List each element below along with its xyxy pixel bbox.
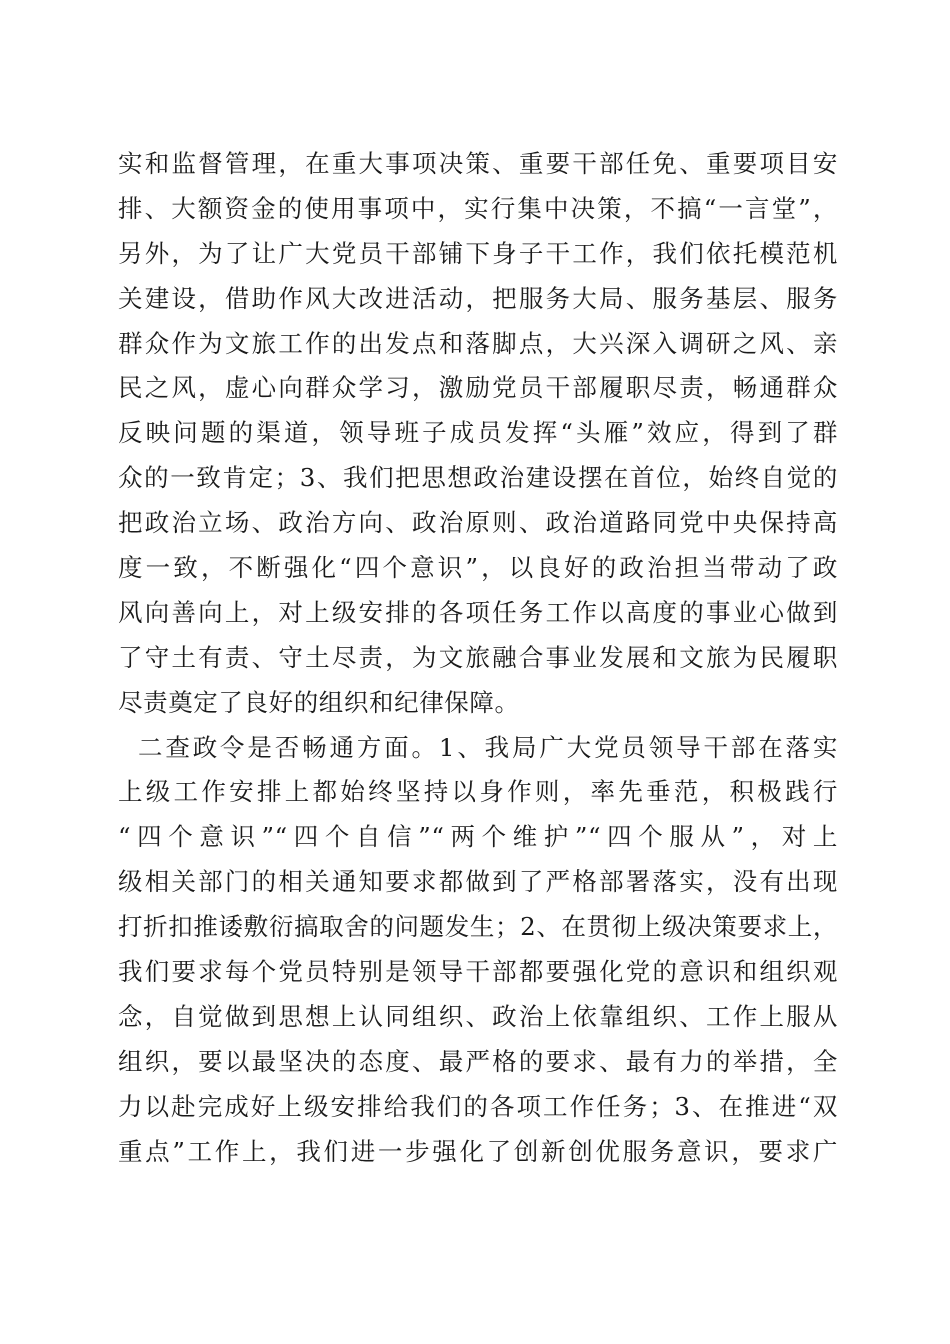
text-line: “四个意识”“四个自信”“两个维护”“四个服从”，对上 (118, 822, 838, 852)
paragraph-start-line: 二查政令是否畅通方面。1、我局广大党员领导干部在落实 (138, 732, 838, 762)
text-line: 民之风，虚心向群众学习，激励党员干部履职尽责，畅通群众 (118, 373, 838, 403)
paragraph-end-line: 尽责奠定了良好的组织和纪律保障。 (118, 687, 520, 717)
text-line: 我们要求每个党员特别是领导干部都要强化党的意识和组织观 (118, 957, 838, 987)
text-line: 重点”工作上，我们进一步强化了创新创优服务意识，要求广 (118, 1136, 838, 1166)
text-line: 另外，为了让广大党员干部铺下身子干工作，我们依托模范机 (118, 238, 838, 268)
text-line: 群众作为文旅工作的出发点和落脚点，大兴深入调研之风、亲 (118, 328, 838, 358)
text-line: 级相关部门的相关通知要求都做到了严格部署落实，没有出现 (118, 867, 838, 897)
text-line: 打折扣推诿敷衍搞取舍的问题发生；2、在贯彻上级决策要求上， (118, 912, 838, 942)
text-line: 把政治立场、政治方向、政治原则、政治道路同党中央保持高 (118, 508, 838, 538)
text-line: 了守土有责、守土尽责，为文旅融合事业发展和文旅为民履职 (118, 642, 838, 672)
text-line: 反映问题的渠道，领导班子成员发挥“头雁”效应，得到了群 (118, 418, 838, 448)
text-line: 上级工作安排上都始终坚持以身作则，率先垂范，积极践行 (118, 777, 838, 807)
text-line: 力以赴完成好上级安排给我们的各项工作任务；3、在推进“双 (118, 1091, 838, 1121)
text-line: 度一致，不断强化“四个意识”，以良好的政治担当带动了政 (118, 553, 838, 583)
text-line: 风向善向上，对上级安排的各项任务工作以高度的事业心做到 (118, 597, 838, 627)
body-text (118, 142, 838, 1174)
text-line: 实和监督管理，在重大事项决策、重要干部任免、重要项目安 (118, 149, 838, 178)
text-line: 关建设，借助作风大改进活动，把服务大局、服务基层、服务 (118, 283, 838, 313)
text-line: 众的一致肯定；3、我们把思想政治建设摆在首位，始终自觉的 (118, 463, 838, 493)
text-line: 排、大额资金的使用事项中，实行集中决策，不搞“一言堂”， (118, 193, 838, 223)
text-line: 组织，要以最坚决的态度、最严格的要求、最有力的举措，全 (118, 1046, 838, 1076)
text-line: 念，自觉做到思想上认同组织、政治上依靠组织、工作上服从 (118, 1001, 838, 1031)
